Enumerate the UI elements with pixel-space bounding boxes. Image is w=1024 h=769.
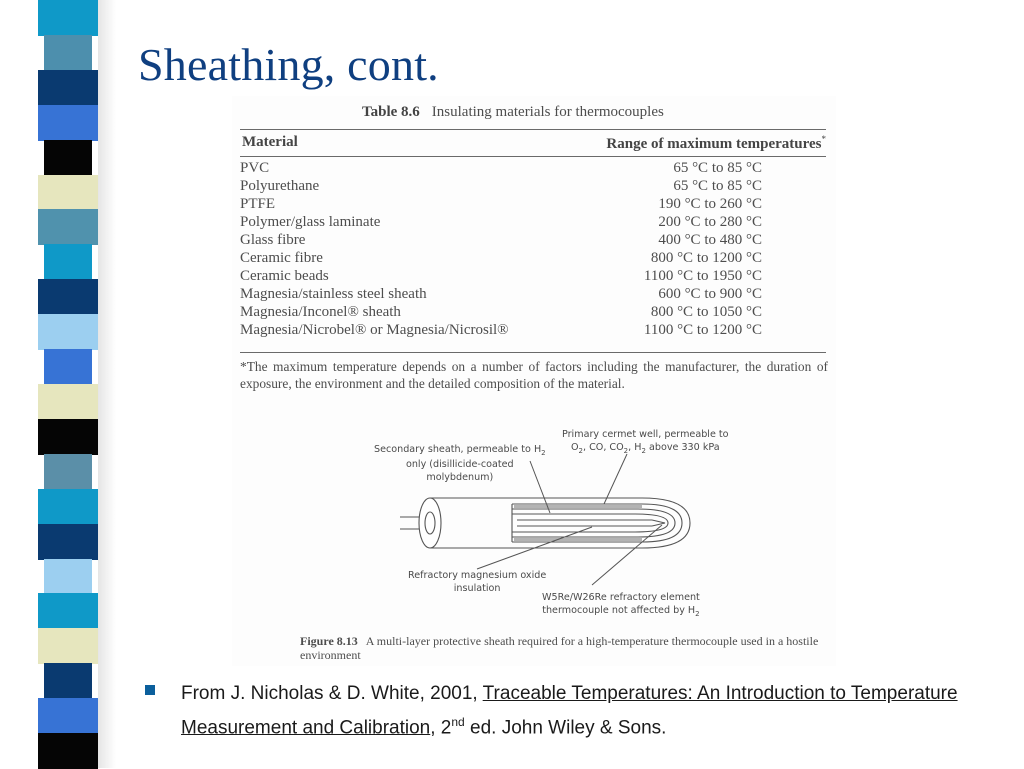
stripe-shadow <box>98 0 116 768</box>
stripe-segment <box>38 419 98 455</box>
label-secondary-line2: only (disillicide-coated <box>405 459 514 471</box>
stripe-segment <box>44 663 92 699</box>
table-header-range-mark: * <box>821 134 826 144</box>
decorative-stripe-bar <box>38 0 98 768</box>
stripe-segment <box>38 524 98 560</box>
sub: 2 <box>641 446 646 455</box>
leader-primary <box>604 454 627 504</box>
range-cell: 1100 °C to 1950 °C <box>643 268 762 284</box>
stripe-segment <box>38 209 98 245</box>
stripe-segment <box>38 70 98 106</box>
stripe-segment <box>38 489 98 525</box>
stripe-segment <box>38 628 98 664</box>
label-element-line2 <box>542 605 700 620</box>
material-cell: PVC <box>240 160 270 176</box>
label-secondary-line1 <box>374 444 546 459</box>
sub: 2 <box>578 446 583 455</box>
material-cell: Magnesia/Inconel® sheath <box>240 304 401 320</box>
table-header-range-text: Range of maximum temperatures <box>606 136 822 152</box>
hatch-layer-2 <box>514 538 642 541</box>
figure-number: Figure 8.13 <box>300 634 358 648</box>
stripe-segment <box>38 593 98 629</box>
leader-element <box>592 525 662 585</box>
range-cell: 800 °C to 1050 °C <box>650 304 762 320</box>
material-cell: Polyurethane <box>240 178 320 194</box>
label-primary-line2 <box>562 442 729 457</box>
txt: above 330 kPa <box>645 441 720 453</box>
range-cell: 600 °C to 900 °C <box>658 286 762 302</box>
txt: O <box>570 441 579 453</box>
secondary-sheath-layer <box>512 509 675 537</box>
stripe-segment <box>44 349 92 385</box>
stripe-segment <box>44 454 92 490</box>
stripe-segment <box>38 279 98 315</box>
material-cell: Magnesia/Nicrobel® or Magnesia/Nicrosil® <box>240 322 509 338</box>
table-caption-text: Insulating materials for thermocouples <box>431 104 664 120</box>
square-bullet-icon <box>145 685 155 695</box>
txt: thermocouple not affected by H <box>542 604 696 616</box>
table-footnote: *The maximum temperature depends on a number of factors including the manufacturer, the duration of exposure, the environment and the detailed composition of the material. <box>240 359 828 391</box>
stripe-segment <box>38 314 98 350</box>
thermocouple-sheath-diagram <box>232 96 836 636</box>
sub: 2 <box>695 609 700 618</box>
junction-tip <box>652 520 665 526</box>
sub: 2 <box>541 448 546 457</box>
stripe-segment <box>38 733 98 769</box>
scanned-table-and-figure <box>232 96 836 666</box>
label-element <box>542 592 700 620</box>
table-header-material: Material <box>242 134 298 150</box>
range-cell: 65 °C to 85 °C <box>673 178 762 194</box>
range-cell: 800 °C to 1200 °C <box>650 250 762 266</box>
range-cell: 65 °C to 85 °C <box>673 160 762 176</box>
material-cell: Ceramic fibre <box>240 250 323 266</box>
txt: , CO, CO <box>582 441 624 453</box>
citation-prefix: From J. Nicholas & D. White, 2001, <box>181 683 483 704</box>
material-cell: Ceramic beads <box>240 268 329 284</box>
label-secondary-line3: molybdenum) <box>426 471 494 483</box>
sub: 2 <box>623 446 629 455</box>
stripe-segment <box>38 105 98 141</box>
material-cell: Polymer/glass laminate <box>240 214 381 230</box>
stripe-segment <box>44 140 92 176</box>
citation-edition: , 2 <box>430 717 452 739</box>
label-insulation-line1: Refractory magnesium oxide <box>408 570 547 581</box>
figure-caption-text: A multi-layer protective sheath required for a high-temperature thermocouple used in a hostile environment <box>300 634 819 662</box>
label-secondary-sheath <box>374 444 546 484</box>
insulation-layer <box>512 514 668 532</box>
citation-rest: ed. John Wiley & Sons. <box>464 717 667 739</box>
stripe-segment <box>44 244 92 280</box>
txt: Secondary sheath, permeable to H <box>374 444 542 455</box>
txt: , H <box>628 441 642 453</box>
citation-text <box>181 680 981 742</box>
range-cell: 1100 °C to 1200 °C <box>643 322 762 338</box>
figure-caption <box>300 634 820 662</box>
range-cell: 200 °C to 280 °C <box>658 214 762 230</box>
stripe-segment <box>38 0 98 36</box>
range-cell: 400 °C to 480 °C <box>658 232 762 248</box>
table-number: Table 8.6 <box>362 104 420 120</box>
material-cell: Glass fibre <box>240 232 306 248</box>
material-cell: PTFE <box>240 196 276 212</box>
hatch-layer-1 <box>514 505 642 508</box>
label-primary-line1: Primary cermet well, permeable to <box>562 429 729 440</box>
slide-title: Sheathing, cont. <box>138 39 439 90</box>
stripe-segment <box>44 559 92 595</box>
label-insulation-line2: insulation <box>453 582 501 594</box>
sheath-end-cap <box>419 498 441 548</box>
label-element-line1: W5Re/W26Re refractory element <box>542 592 700 603</box>
book-title: Traceable Temperatures: An Introduction to Temperature Measurement and Calibration <box>181 683 958 739</box>
label-primary-well <box>562 429 729 457</box>
stripe-segment <box>38 384 98 420</box>
material-cell: Magnesia/stainless steel sheath <box>240 286 427 302</box>
stripe-segment <box>44 35 92 71</box>
range-cell: 190 °C to 260 °C <box>658 196 762 212</box>
label-insulation <box>408 570 546 595</box>
stripe-segment <box>38 175 98 211</box>
stripe-segment <box>38 698 98 734</box>
citation-edition-suffix: nd <box>451 715 465 729</box>
